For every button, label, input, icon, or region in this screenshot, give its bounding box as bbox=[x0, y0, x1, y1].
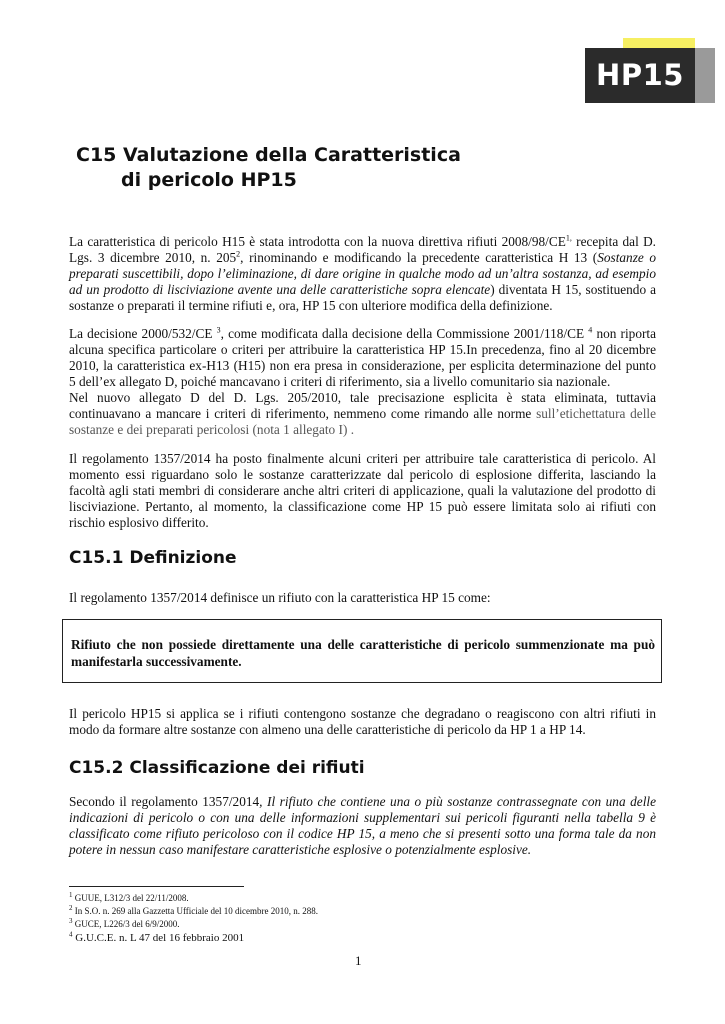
p1-italic: Sostanze o bbox=[597, 250, 657, 265]
badge-accent-yellow bbox=[623, 38, 695, 48]
paragraph-intro bbox=[69, 234, 656, 314]
paragraph-classification bbox=[69, 794, 656, 858]
p2-text: 5 dell’ex allegato D, poiché mancavano i criteri di riferimento, sia a livello comunitario sia nazionale. bbox=[69, 374, 611, 389]
p6-text: Secondo il regolamento 1357/2014 bbox=[69, 794, 260, 809]
footnote-text: GUUE, L312/3 del 22/11/2008. bbox=[72, 893, 189, 903]
p6-italic: potere in nessun caso manifestare caratteristiche esplosive o potenzialmente esplosive. bbox=[69, 842, 532, 857]
title-line-2: di pericolo HP15 bbox=[121, 169, 297, 191]
p1-text: La caratteristica di pericolo H15 è stata introdotta con la nuova direttiva rifiuti 2008/98/CE bbox=[69, 234, 566, 249]
definition-text: manifestarla successivamente. bbox=[71, 654, 242, 669]
p1-italic: preparati suscettibili, dopo l’eliminazione, di dare origine in qualche modo ad un’altra sostanza, ad esempio bbox=[69, 266, 656, 281]
definition-text: Rifiuto che non possiede direttamente una delle caratteristiche di pericolo summenzionate ma può bbox=[71, 637, 655, 652]
p1-text: recepita dal D. bbox=[571, 234, 657, 249]
footnote-ref: 2 bbox=[236, 249, 241, 259]
p2-gray-text: sull’etichettatura delle bbox=[536, 406, 656, 421]
p4-text: Il regolamento 1357/2014 definisce un rifiuto con la caratteristica HP 15 come: bbox=[69, 590, 491, 605]
p3-text: rischio esplosivo differito. bbox=[69, 515, 209, 530]
footnote-ref: 3 bbox=[216, 325, 221, 335]
p1-text: Lgs. 3 dicembre 2010, n. 205 bbox=[69, 250, 237, 265]
footnote-2 bbox=[69, 906, 318, 917]
definition-box bbox=[62, 619, 662, 683]
page-number: 1 bbox=[355, 953, 362, 968]
paragraph-definition-intro bbox=[69, 590, 656, 606]
p1-italic: ad un prodotto di lisciviazione avente una delle caratteristiche sopra elencate bbox=[69, 282, 491, 297]
p6-italic: classificato come rifiuto pericoloso con il codice HP 15, a meno che si presenti sotto una forma tale da non bbox=[69, 826, 656, 841]
footnote-number: 2 bbox=[69, 904, 73, 912]
paragraph-hp15-applies bbox=[69, 706, 656, 738]
footnote-text: GUCE, L226/3 del 6/9/2000. bbox=[72, 919, 180, 929]
p2-gray-text: sostanze e dei preparati pericolosi (nota 1 allegato I) . bbox=[69, 422, 355, 437]
footnote-text: G.U.C.E. n. L 47 del 16 febbraio 2001 bbox=[72, 932, 245, 944]
p5-text: Il pericolo HP15 si applica se i rifiuti contengono sostanze che degradano o reagiscono con altri rifiuti in bbox=[69, 706, 656, 721]
badge-accent-gray bbox=[695, 48, 715, 103]
p1-text: sostanze o preparati il termine rifiuti e, ora, HP 15 con ulteriore modifica della definizione. bbox=[69, 298, 553, 313]
heading-classificazione: C15.2 Classificazione dei rifiuti bbox=[69, 758, 365, 778]
footnote-ref: 1, bbox=[565, 233, 572, 243]
p2-text: , come modificata dalla decisione della Commissione 2001/118/CE bbox=[220, 326, 589, 341]
p3-text: lisciviazione. Pertanto, al momento, la classificazione come HP 15 può essere limitata solo ai rifiuti con bbox=[69, 499, 656, 514]
p2-text: alcuna specifica particolare o criteri per attribuire la caratteristica HP 15.In precedenza, fino al 20 dicembre bbox=[69, 342, 656, 357]
heading-definizione: C15.1 Definizione bbox=[69, 548, 237, 568]
title-line-1: C15 Valutazione della Caratteristica bbox=[76, 144, 461, 166]
p2-text: 2010, la caratteristica ex-H13 (H15) non era presa in considerazione, per esplicita determinazione del punto bbox=[69, 358, 656, 373]
footnote-4 bbox=[69, 930, 245, 944]
paragraph-regulation bbox=[69, 451, 656, 531]
footnote-1 bbox=[69, 893, 189, 904]
footnote-number: 4 bbox=[69, 930, 73, 939]
p6-italic: , Il rifiuto che contiene una o più sostanze contrassegnate con una delle bbox=[259, 794, 656, 809]
paragraph-decision bbox=[69, 326, 656, 438]
p1-text: ) diventata H 15, sostituendo a bbox=[490, 282, 656, 297]
footnote-number: 3 bbox=[69, 917, 73, 925]
hp15-badge bbox=[585, 38, 715, 103]
p3-text: Il regolamento 1357/2014 ha posto finalmente alcuni criteri per attribuire tale caratteristica di pericolo. Al bbox=[69, 451, 656, 466]
p2-text: Nel nuovo allegato D del D. Lgs. 205/2010, tale precisazione esplicita è stata eliminata, tuttavia bbox=[69, 390, 656, 405]
p5-text: modo da formare altre sostanze con almeno una delle caratteristiche di pericolo da HP 1 a HP 14. bbox=[69, 722, 586, 737]
p1-text: , rinominando e modificando la precedente caratteristica H 13 ( bbox=[240, 250, 598, 265]
footnote-number: 1 bbox=[69, 891, 73, 899]
badge-label: HP15 bbox=[585, 48, 695, 103]
page-title bbox=[76, 143, 596, 193]
p2-text: La decisione 2000/532/CE bbox=[69, 326, 217, 341]
p2-text: continuavano a mancare i criteri di riferimento, nemmeno come rimando alle norme bbox=[69, 406, 537, 421]
footnote-ref: 4 bbox=[588, 325, 593, 335]
p6-italic: indicazioni di pericolo o con una delle informazioni supplementari sui pericoli figuranti nella tabella 9 è bbox=[69, 810, 656, 825]
footnote-text: In S.O. n. 269 alla Gazzetta Ufficiale del 10 dicembre 2010, n. 288. bbox=[72, 906, 319, 916]
footnote-3 bbox=[69, 919, 180, 930]
footnote-divider bbox=[69, 886, 244, 887]
p2-text: non riporta bbox=[592, 326, 656, 341]
p3-text: momento essi riguardano solo le sostanze caratterizzate dal pericolo di esplosione differita, lasciando la bbox=[69, 467, 656, 482]
p3-text: facoltà agli stati membri di considerare anche altri criteri di applicazione, quali la valutazione del prodotto di bbox=[69, 483, 656, 498]
